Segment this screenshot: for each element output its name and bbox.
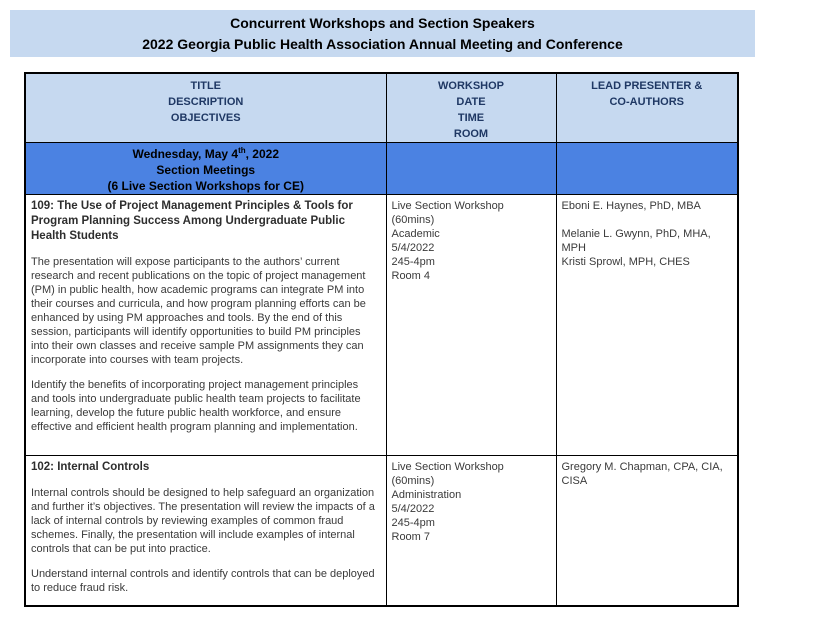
workshop-102-presenters-cell	[556, 456, 738, 606]
section-meetings-line: Section Meetings	[156, 163, 256, 177]
section-row-empty-cell	[556, 143, 738, 195]
section-row-empty-cell	[386, 143, 556, 195]
workshop-section: Administration	[391, 489, 462, 501]
workshop-date: 5/4/2022	[391, 503, 435, 515]
header-line: WORKSHOP	[438, 80, 504, 92]
workshop-description: The presentation will expose participants to the authors’ current research and recent publications on the topic of project management (PM) in public health, how academic programs can integrate PM into their courses and curricula, and how program planning efforts can be enhanced by using PM approaches and tools. By the end of this session, participants will identify opportunities to build PM principles into their own classes and receive sample PM assignments they can incorporate into courses with team projects.	[31, 256, 366, 366]
column-header-lead-presenter	[556, 73, 738, 143]
header-line: CO-AUTHORS	[609, 96, 685, 108]
workshop-time: 245-4pm	[391, 517, 435, 529]
document-title-banner	[10, 10, 755, 57]
workshop-room: Room 7	[391, 531, 431, 543]
section-date-ordinal: th	[238, 146, 246, 155]
section-ce-line: (6 Live Section Workshops for CE)	[107, 179, 304, 193]
workshop-type: Live Section Workshop (60mins)	[391, 200, 504, 226]
co-author: Kristi Sprowl, MPH, CHES	[561, 256, 690, 268]
workshop-section: Academic	[391, 228, 440, 240]
header-line: TIME	[457, 112, 485, 124]
column-header-title-description-objectives	[25, 73, 386, 143]
section-date-row	[25, 143, 738, 195]
banner-title-line1: Concurrent Workshops and Section Speakers	[230, 15, 535, 31]
workshop-time: 245-4pm	[391, 256, 435, 268]
workshop-date: 5/4/2022	[391, 242, 435, 254]
workshop-102-schedule-cell	[386, 456, 556, 606]
workshop-109-details-cell	[25, 195, 386, 456]
header-line: DESCRIPTION	[168, 96, 244, 108]
workshop-room: Room 4	[391, 270, 431, 282]
workshop-row-109	[25, 195, 738, 456]
section-date-cell	[25, 143, 386, 195]
workshop-title: 102: Internal Controls	[31, 461, 150, 473]
workshop-type: Live Section Workshop (60mins)	[391, 461, 504, 487]
header-line: ROOM	[453, 128, 489, 140]
section-date-line	[30, 146, 382, 162]
workshop-description: Internal controls should be designed to help safeguard an organization and further it’s objectives. The presentation will review the impacts of a lack of internal controls by reviewing examples of common fraud schemes. Finally, the presentation will include examples of internal controls that can be put into practice.	[31, 487, 375, 555]
lead-presenter: Eboni E. Haynes, PhD, MBA	[561, 200, 701, 212]
workshops-table	[24, 72, 739, 607]
workshop-109-presenters-cell	[556, 195, 738, 456]
workshop-objectives: Identify the benefits of incorporating project management principles and tools into undergraduate public health team projects to facilitate learning, develop the future public health workforce, and ensure effective and efficient health program planning and implementation.	[31, 379, 361, 433]
header-line: TITLE	[190, 80, 222, 92]
table-header-row	[25, 73, 738, 143]
section-date-prefix: Wednesday, May 4	[132, 147, 239, 161]
header-line: DATE	[456, 96, 486, 108]
column-header-workshop-date-time-room	[386, 73, 556, 143]
header-line: OBJECTIVES	[170, 112, 241, 124]
section-date-suffix: , 2022	[245, 147, 280, 161]
workshop-row-102	[25, 456, 738, 606]
co-author: Melanie L. Gwynn, PhD, MHA, MPH	[561, 228, 711, 254]
workshop-109-schedule-cell	[386, 195, 556, 456]
header-line: LEAD PRESENTER &	[591, 80, 703, 92]
lead-presenter: Gregory M. Chapman, CPA, CIA, CISA	[561, 461, 723, 487]
workshop-objectives: Understand internal controls and identify controls that can be deployed to reduce fraud risk.	[31, 568, 375, 594]
workshop-title: 109: The Use of Project Management Principles & Tools for Program Planning Success Among Undergraduate Public Health Students	[31, 200, 353, 242]
banner-title-line2: 2022 Georgia Public Health Association Annual Meeting and Conference	[142, 36, 623, 52]
workshop-102-details-cell	[25, 456, 386, 606]
